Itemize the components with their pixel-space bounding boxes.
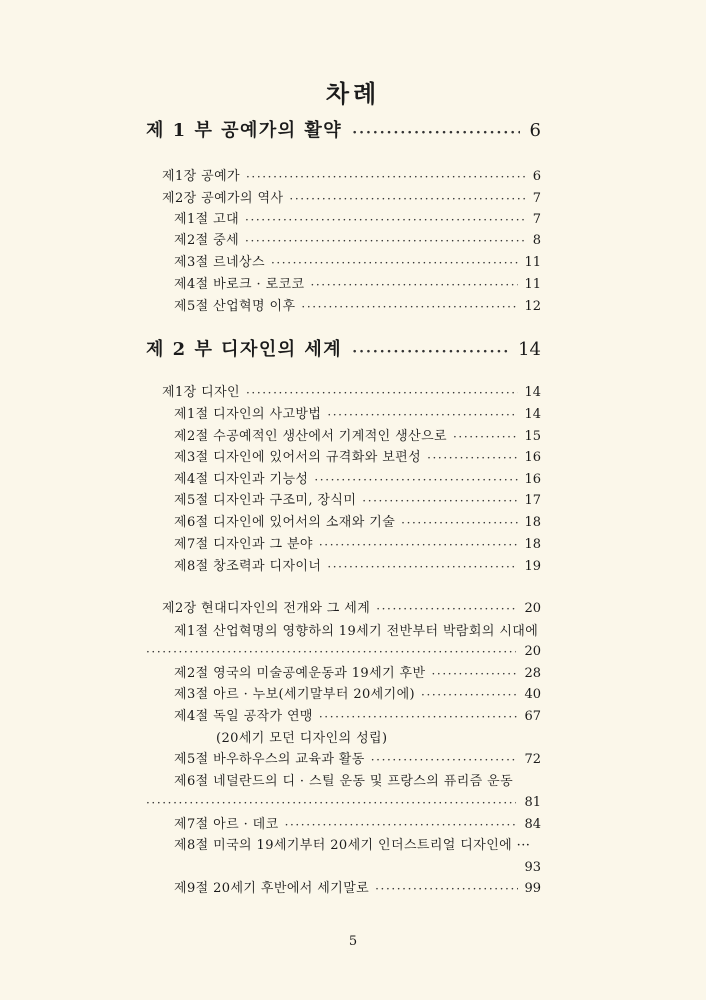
toc-entry-label: 제4절 독일 공작가 연맹: [174, 709, 313, 724]
toc-entry-subtitle: (20세기 모던 디자인의 성립): [216, 731, 388, 746]
leader-dots: [310, 279, 518, 291]
toc-entry-label: 제1절 고대: [174, 212, 240, 227]
toc-page-number: 81: [524, 795, 541, 810]
toc-entry: [162, 192, 541, 205]
toc-page-number: 11: [524, 255, 541, 270]
toc-page-number: 6: [532, 169, 541, 184]
leader-dots: [427, 452, 518, 464]
toc-entry-label: 제6절 디자인에 있어서의 소재와 기술: [174, 515, 396, 530]
toc-part-label: 제 1 부 공예가의 활약: [146, 120, 343, 141]
toc-entry-label: 제8절 창조력과 디자이너: [174, 559, 322, 574]
toc-entry: [174, 818, 541, 831]
toc-entry-label: 제5절 산업혁명 이후: [174, 299, 296, 314]
toc-entry: [174, 256, 541, 269]
toc-entry-label: 제8절 미국의 19세기부터 20세기 인더스트리얼 디자인에 ···: [174, 838, 531, 853]
page-number: 5: [348, 934, 358, 949]
leader-dots: [431, 668, 518, 680]
toc-page-number: 17: [524, 493, 541, 508]
toc-entry: [162, 602, 541, 615]
toc-page-number: 7: [532, 191, 541, 206]
toc-page-number: 40: [524, 687, 541, 702]
leader-dots: [371, 754, 519, 766]
toc-entry: [174, 710, 541, 723]
toc-entry: [174, 234, 541, 247]
toc-entry: [174, 560, 541, 573]
toc-entry-label: 제5절 디자인과 구조미, 장식미: [174, 493, 357, 508]
toc-page-number: 14: [524, 407, 541, 422]
toc-entry-label: 제2장 공예가의 역사: [162, 191, 284, 206]
toc-page-number: 20: [524, 644, 541, 659]
toc-entry-label: 제5절 바우하우스의 교육과 활동: [174, 752, 365, 767]
leader-dots: [421, 689, 518, 701]
toc-entry: [174, 278, 541, 291]
toc-entry-label: 제2장 현대디자인의 전개와 그 세계: [162, 601, 371, 616]
toc-part-label: 제 2 부 디자인의 세계: [146, 339, 343, 360]
leader-dots: [401, 517, 518, 529]
toc-entry-label: 제1절 산업혁명의 영향하의 19세기 전반부터 박람회의 시대에: [174, 624, 539, 639]
toc-entry: [162, 170, 541, 183]
toc-page-number: 18: [524, 537, 541, 552]
toc-entry-label: 제1장 공예가: [162, 169, 240, 184]
leader-dots: [146, 797, 516, 809]
toc-page-number: 28: [524, 666, 541, 681]
toc-page-number: 7: [532, 212, 541, 227]
toc-page-number: 16: [524, 472, 541, 487]
toc-entry-label: 제3절 아르 · 누보(세기말부터 20세기에): [174, 687, 416, 702]
toc-entry: [174, 430, 541, 443]
toc-entry: [174, 882, 541, 895]
toc-page-number: 93: [524, 860, 541, 875]
toc-entry: [174, 516, 541, 529]
toc-entry: [174, 213, 541, 226]
toc-page-number: 8: [532, 233, 541, 248]
leader-dots: [376, 603, 518, 615]
toc-entry-label: 제9절 20세기 후반에서 세기말로: [174, 881, 370, 896]
toc-page-number: 99: [524, 881, 541, 896]
leader-dots: [246, 387, 518, 399]
toc-entry: [174, 451, 541, 464]
toc-page-number: 19: [524, 559, 541, 574]
toc-entry: [174, 753, 541, 766]
toc-page-number: 11: [524, 277, 541, 292]
leader-dots: [319, 539, 519, 551]
leader-dots: [271, 257, 519, 269]
toc-entry-label: 제4절 디자인과 기능성: [174, 472, 309, 487]
leader-dots: [453, 431, 518, 443]
leader-dots: [319, 711, 519, 723]
leader-dots: [375, 883, 518, 895]
toc-part-1: [146, 122, 541, 140]
leader-dots: [352, 345, 508, 359]
toc-entry: [174, 538, 541, 551]
toc-page-number: 6: [529, 120, 541, 141]
leader-dots: [146, 646, 516, 658]
leader-dots: [362, 495, 518, 507]
leader-dots: [314, 474, 518, 486]
toc-entry-label: 제1장 디자인: [162, 385, 240, 400]
toc-entry-label: 제3절 디자인에 있어서의 규격화와 보편성: [174, 450, 422, 465]
toc-entry: [174, 473, 541, 486]
toc-entry-label: 제7절 디자인과 그 분야: [174, 537, 313, 552]
toc-page-number: 67: [524, 709, 541, 724]
toc-entry-label: 제3절 르네상스: [174, 255, 265, 270]
toc-page-number: 14: [524, 385, 541, 400]
toc-page-number: 20: [524, 601, 541, 616]
leader-dots: [285, 819, 519, 831]
leader-dots: [352, 126, 519, 140]
leader-dots: [246, 171, 527, 183]
toc-page-number: 16: [524, 450, 541, 465]
leader-dots: [289, 193, 526, 205]
toc-page-number: 18: [524, 515, 541, 530]
toc-page-number: 12: [524, 299, 541, 314]
toc-entry-label: 제1절 디자인의 사고방법: [174, 407, 322, 422]
toc-entry: [174, 667, 541, 680]
toc-entry: [174, 408, 541, 421]
toc-entry-label: 제2절 중세: [174, 233, 240, 248]
leader-dots: [327, 561, 518, 573]
leader-dots: [327, 409, 518, 421]
toc-page-number: 14: [518, 339, 541, 360]
toc-entry-label: 제2절 수공예적인 생산에서 기계적인 생산으로: [174, 429, 448, 444]
toc-entry-label: 제7절 아르 · 데코: [174, 817, 279, 832]
toc-entry: [174, 688, 541, 701]
toc-part-2: [146, 341, 541, 359]
page-title: 차례: [325, 79, 381, 108]
toc-entry-label: 제2절 영국의 미술공예운동과 19세기 후반: [174, 666, 426, 681]
leader-dots: [245, 214, 527, 226]
toc-entry-label: 제4절 바로크 · 로코코: [174, 277, 305, 292]
toc-entry: [174, 494, 541, 507]
toc-page-number: 15: [524, 429, 541, 444]
leader-dots: [301, 301, 518, 313]
toc-entry: [162, 386, 541, 399]
toc-page-number: 72: [524, 752, 541, 767]
leader-dots: [245, 235, 527, 247]
toc-page-number: 84: [524, 817, 541, 832]
toc-entry: [174, 300, 541, 313]
toc-entry-label: 제6절 네덜란드의 디 · 스틸 운동 및 프랑스의 퓨리즘 운동: [174, 774, 514, 789]
